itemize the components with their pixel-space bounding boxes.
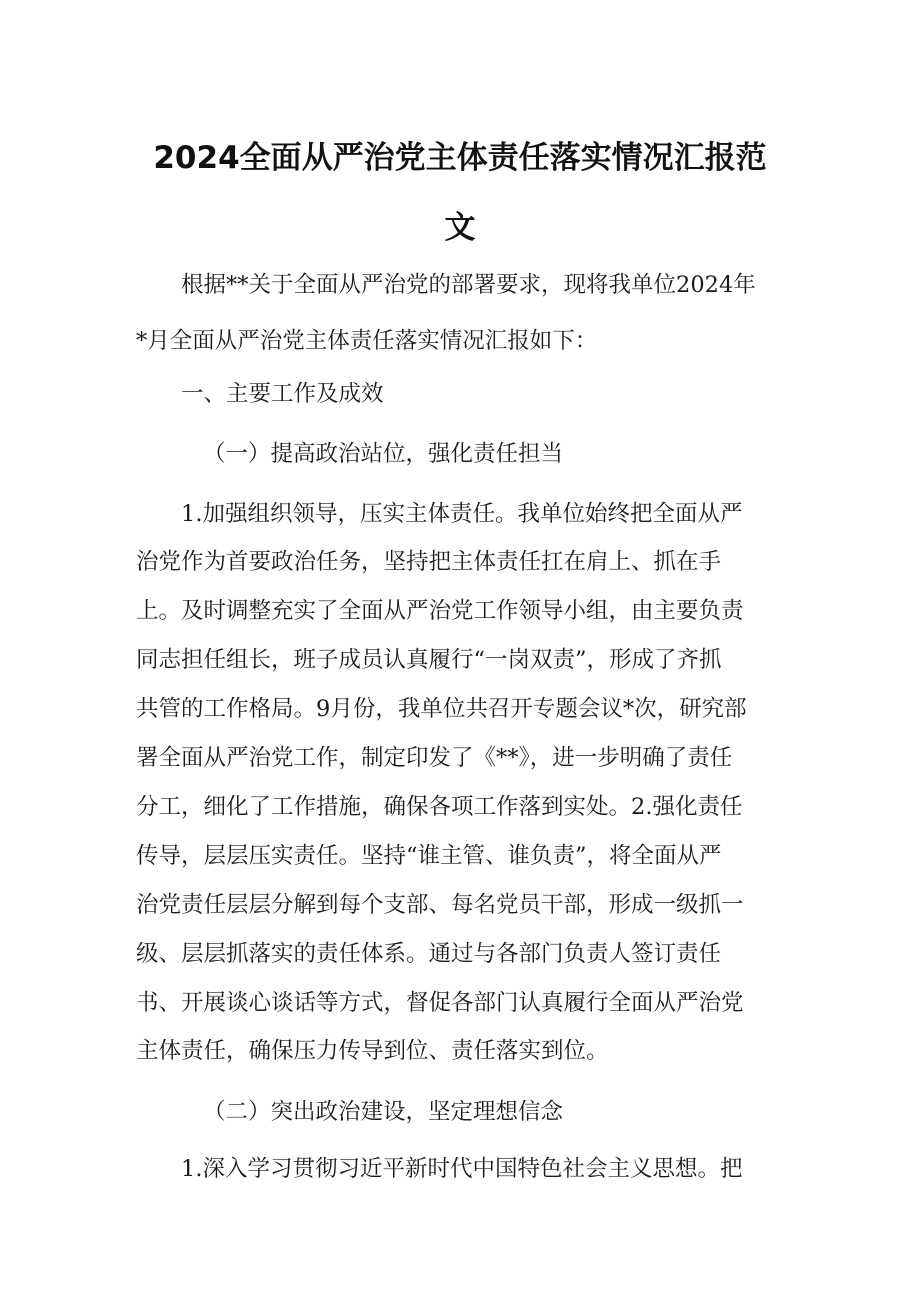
body-paragraph-line: 治党作为首要政治任务，坚持把主体责任扛在肩上、抓在手 xyxy=(136,549,722,575)
body-paragraph-line: 书、开展谈心谈话等方式，督促各部门认真履行全面从严治党 xyxy=(136,990,744,1016)
body-paragraph-line: 传导，层层压实责任。坚持“谁主管、谁负责”，将全面从严 xyxy=(136,843,722,869)
body-paragraph-line: 上。及时调整充实了全面从严治党工作领导小组，由主要负责 xyxy=(136,598,744,624)
body-paragraph-line: 级、层层抓落实的责任体系。通过与各部门负责人签订责任 xyxy=(136,941,722,967)
body-paragraph-line: 共管的工作格局。9月份，我单位共召开专题会议*次，研究部 xyxy=(136,696,747,722)
body-paragraph-line: 根据**关于全面从严治党的部署要求，现将我单位2024年 xyxy=(181,272,756,298)
body-paragraph-line: 治党责任层层分解到每个支部、每名党员干部，形成一级抓一 xyxy=(136,892,744,918)
body-paragraph-line: 1.加强组织领导，压实主体责任。我单位始终把全面从严 xyxy=(181,501,743,527)
section-heading: 一、主要工作及成效 xyxy=(181,381,384,407)
body-paragraph-line: 分工，细化了工作措施，确保各项工作落到实处。2.强化责任 xyxy=(136,794,743,820)
document-title-line-2: 文 xyxy=(444,210,476,246)
body-paragraph-line: 主体责任，确保压力传导到位、责任落实到位。 xyxy=(136,1038,609,1064)
body-paragraph-line: *月全面从严治党主体责任落实情况汇报如下： xyxy=(136,328,598,354)
body-paragraph-line: 同志担任组长，班子成员认真履行“一岗双责”，形成了齐抓 xyxy=(136,647,722,673)
subsection-heading: （二）突出政治建设，坚定理想信念 xyxy=(203,1099,564,1125)
document-title-line-1: 2024全面从严治党主体责任落实情况汇报范 xyxy=(153,140,767,176)
body-paragraph-line: 署全面从严治党工作，制定印发了《**》，进一步明确了责任 xyxy=(136,745,733,771)
body-paragraph-line: 1.深入学习贯彻习近平新时代中国特色社会主义思想。把 xyxy=(181,1156,743,1182)
subsection-heading: （一）提高政治站位，强化责任担当 xyxy=(203,441,564,467)
